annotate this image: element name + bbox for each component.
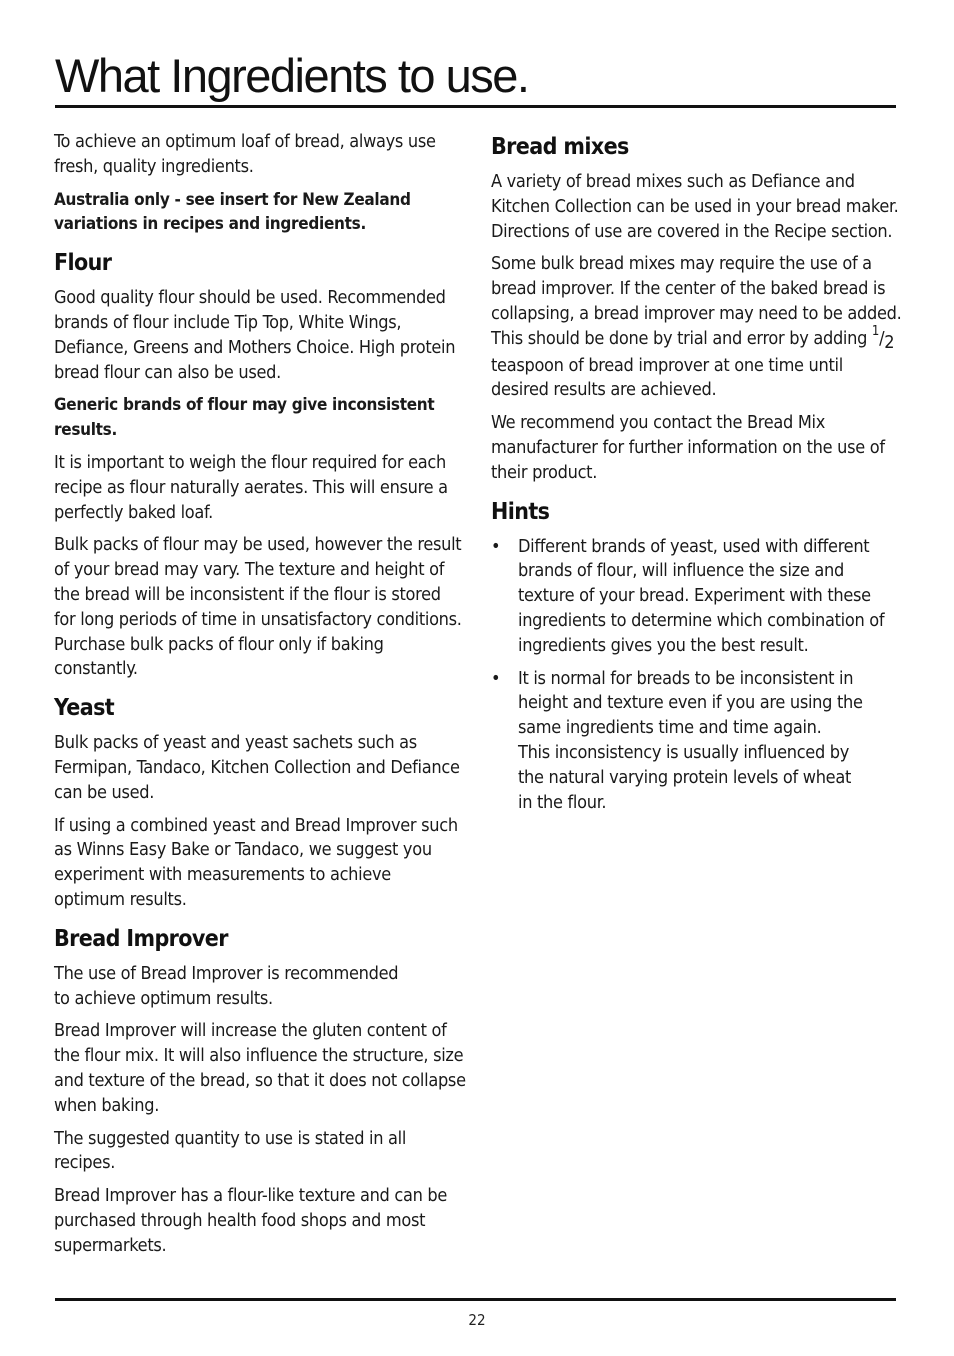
flour-paragraph-2: It is important to weigh the flour required for each recipe as flour naturally aerates. This will ensure a perfectly baked loaf. bbox=[54, 451, 448, 523]
bread-improver-paragraph-4: Bread Improver has a flour-like texture and can be purchased through health food shops and most supermarkets. bbox=[54, 1185, 448, 1256]
intro-note: Australia only - see insert for New Zealand variations in recipes and ingredients. bbox=[54, 189, 411, 235]
hint-2-line-d: in the flour. bbox=[518, 791, 607, 813]
right-column bbox=[491, 130, 903, 823]
hints-heading: Hints bbox=[491, 498, 550, 525]
fraction-slash: / bbox=[879, 327, 885, 349]
list-item bbox=[491, 667, 903, 816]
page-title: What Ingredients to use. bbox=[55, 49, 529, 102]
fraction-denominator: 2 bbox=[884, 331, 895, 353]
bread-mixes-paragraph-1: A variety of bread mixes such as Defiance and Kitchen Collection can be used in your bread maker. Directions of use are covered in the Recipe section. bbox=[491, 171, 899, 242]
fraction-numerator: 1 bbox=[871, 323, 880, 339]
hint-2-text: It is normal for breads to be inconsistent in height and texture even if you are using the same ingredients time and time again. bbox=[518, 667, 863, 739]
flour-heading: Flour bbox=[54, 250, 112, 277]
yeast-paragraph-1: Bulk packs of yeast and yeast sachets such as Fermipan, Tandaco, Kitchen Collection and Defiance can be used. bbox=[54, 732, 460, 803]
title-rule bbox=[55, 105, 896, 108]
hints-list bbox=[491, 535, 903, 816]
bread-improver-paragraph-1 bbox=[54, 962, 466, 1012]
list-item bbox=[491, 535, 903, 659]
flour-paragraph-3: Bulk packs of flour may be used, however the result of your bread may vary. The texture and height of the bread will be inconsistent if the flour is stored for long periods of time in unsatisfactory conditions. Purchase bulk packs of flour only if baking constantly. bbox=[54, 534, 462, 680]
bullet-icon: • bbox=[491, 667, 501, 689]
bread-mixes-text-before: Some bulk bread mixes may require the use of a bread improver. If the center of the baked bread is collapsing, a bread improver may need to be added. This should be done by trial and error by adding bbox=[491, 253, 902, 349]
yeast-paragraph-2: If using a combined yeast and Bread Improver such as Winns Easy Bake or Tandaco, we suggest you experiment with measurements to achieve optimum results. bbox=[54, 814, 458, 910]
footer-rule bbox=[55, 1298, 896, 1301]
bread-improver-heading: Bread Improver bbox=[54, 925, 228, 952]
yeast-heading: Yeast bbox=[54, 695, 115, 722]
page-number: 22 bbox=[468, 1311, 486, 1329]
bullet-icon: • bbox=[491, 535, 501, 557]
bread-improver-line-2: to achieve optimum results. bbox=[54, 987, 273, 1009]
bread-improver-paragraph-3: The suggested quantity to use is stated in all recipes. bbox=[54, 1127, 407, 1174]
hint-1-text: Different brands of yeast, used with different brands of flour, will influence the size and texture of your bread. Experiment with these ingredients to determine which combination of ingredients gives you the best result. bbox=[518, 535, 885, 656]
bread-mixes-heading: Bread mixes bbox=[491, 134, 629, 160]
bread-mixes-paragraph-2 bbox=[491, 252, 903, 403]
hint-2-line-c: the natural varying protein levels of wheat bbox=[518, 766, 852, 788]
bread-mixes-paragraph-3: We recommend you contact the Bread Mix manufacturer for further information on the use of their product. bbox=[491, 412, 885, 483]
flour-paragraph-1: Good quality flour should be used. Recommended brands of flour include Tip Top, White Wings, Defiance, Greens and Mothers Choice. High protein bread flour can also be used. bbox=[54, 287, 456, 383]
bread-mixes-text-after: teaspoon of bread improver at one time until desired results are achieved. bbox=[491, 354, 843, 401]
bread-improver-line-1: The use of Bread Improver is recommended bbox=[54, 962, 399, 984]
hint-2-line-b: This inconsistency is usually influenced by bbox=[518, 741, 850, 763]
left-column bbox=[54, 130, 466, 1266]
bread-improver-paragraph-2: Bread Improver will increase the gluten content of the flour mix. It will also influence the structure, size and texture of the bread, so that it does not collapse when baking. bbox=[54, 1020, 466, 1116]
intro-paragraph: To achieve an optimum loaf of bread, always use fresh, quality ingredients. bbox=[54, 131, 436, 177]
flour-note: Generic brands of flour may give inconsistent results. bbox=[54, 395, 435, 441]
